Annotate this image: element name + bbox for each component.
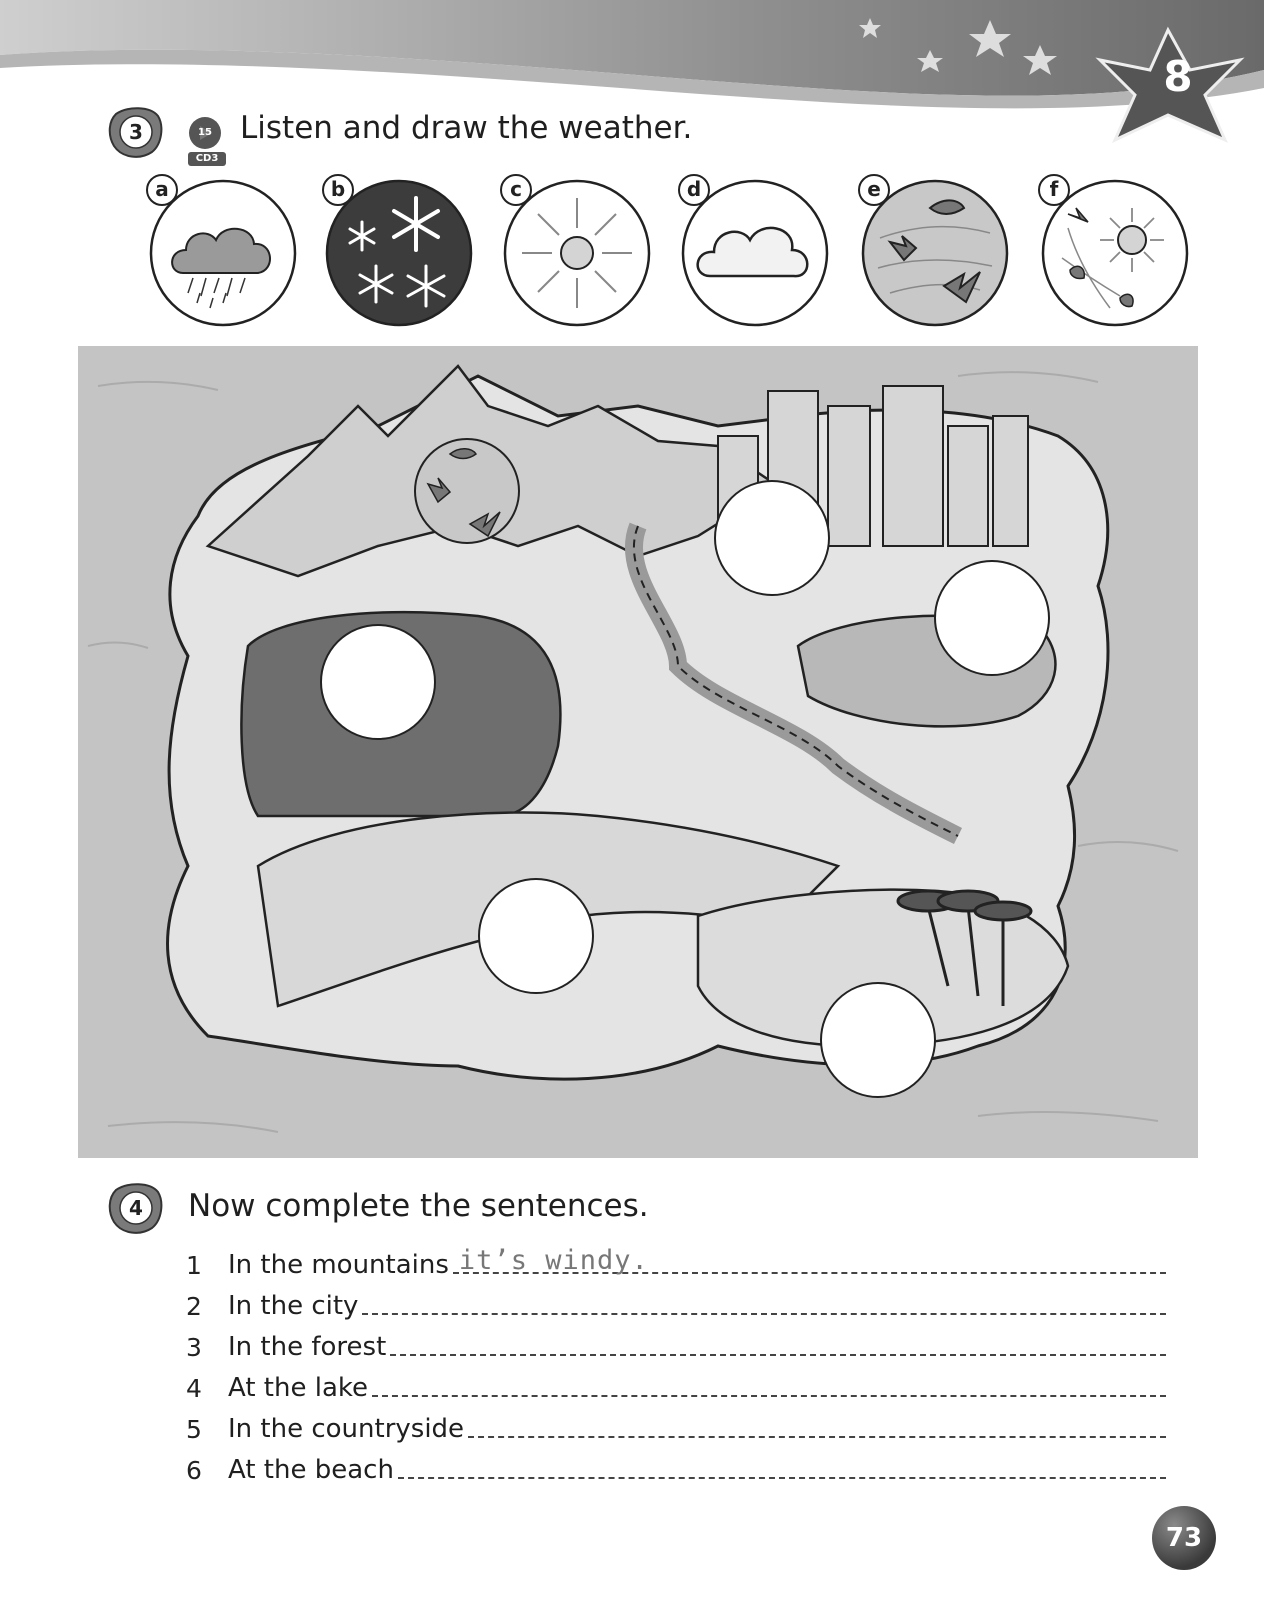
weather-option-b[interactable] (324, 178, 474, 328)
audio-track-number: 15 (198, 127, 212, 138)
sentence-number: 6 (186, 1456, 202, 1485)
forest-weather-circle[interactable] (320, 624, 436, 740)
weather-option-d[interactable] (680, 178, 830, 328)
lake-weather-circle[interactable] (934, 560, 1050, 676)
answer-text: it’s windy. (458, 1245, 649, 1276)
sentence-6 (186, 1447, 1166, 1485)
countryside-weather-circle[interactable] (478, 878, 594, 994)
sentence-text: In the forest (228, 1332, 387, 1362)
weather-option-e[interactable] (860, 178, 1010, 328)
audio-track-icon[interactable] (188, 116, 228, 168)
answer-line[interactable] (468, 1408, 1166, 1438)
answer-line[interactable] (453, 1244, 1166, 1274)
answer-line[interactable] (362, 1285, 1166, 1315)
exercise-3-badge (108, 104, 164, 160)
sentence-5 (186, 1406, 1166, 1444)
exercise-4-badge (108, 1180, 164, 1236)
sentence-text: In the city (228, 1291, 359, 1321)
option-letter: e (858, 174, 890, 206)
sentence-number: 4 (186, 1374, 202, 1403)
option-letter: c (500, 174, 532, 206)
answer-line[interactable] (372, 1367, 1166, 1397)
sentence-number: 1 (186, 1251, 202, 1280)
page-number: 73 (1152, 1506, 1216, 1570)
exercise-3-number: 3 (129, 120, 143, 144)
sentence-number: 3 (186, 1333, 202, 1362)
audio-cd-label: CD3 (188, 152, 226, 166)
answer-line[interactable] (398, 1449, 1166, 1479)
sentence-text: At the beach (228, 1455, 394, 1485)
sentence-number: 2 (186, 1292, 202, 1321)
island-illustration (78, 346, 1198, 1158)
beach-weather-circle[interactable] (820, 982, 936, 1098)
sentence-text: In the mountains (228, 1250, 449, 1280)
option-letter: b (322, 174, 354, 206)
answer-line[interactable] (390, 1326, 1166, 1356)
option-letter: d (678, 174, 710, 206)
sentence-text: In the countryside (228, 1414, 465, 1444)
exercise-4-number: 4 (129, 1196, 143, 1220)
weather-option-f[interactable] (1040, 178, 1190, 328)
sentence-1 (186, 1242, 1166, 1280)
city-weather-circle[interactable] (714, 480, 830, 596)
island-map (78, 346, 1198, 1158)
sentence-number: 5 (186, 1415, 202, 1444)
sentence-2 (186, 1283, 1166, 1321)
weather-option-c[interactable] (502, 178, 652, 328)
option-letter: a (146, 174, 178, 206)
sentence-3 (186, 1324, 1166, 1362)
option-letter: f (1038, 174, 1070, 206)
exercise-3-title: Listen and draw the weather. (240, 110, 693, 146)
weather-option-a[interactable] (148, 178, 298, 328)
sentence-text: At the lake (228, 1373, 369, 1403)
unit-number: 8 (1163, 52, 1193, 101)
sentence-4 (186, 1365, 1166, 1403)
exercise-4-title: Now complete the sentences. (188, 1188, 649, 1224)
